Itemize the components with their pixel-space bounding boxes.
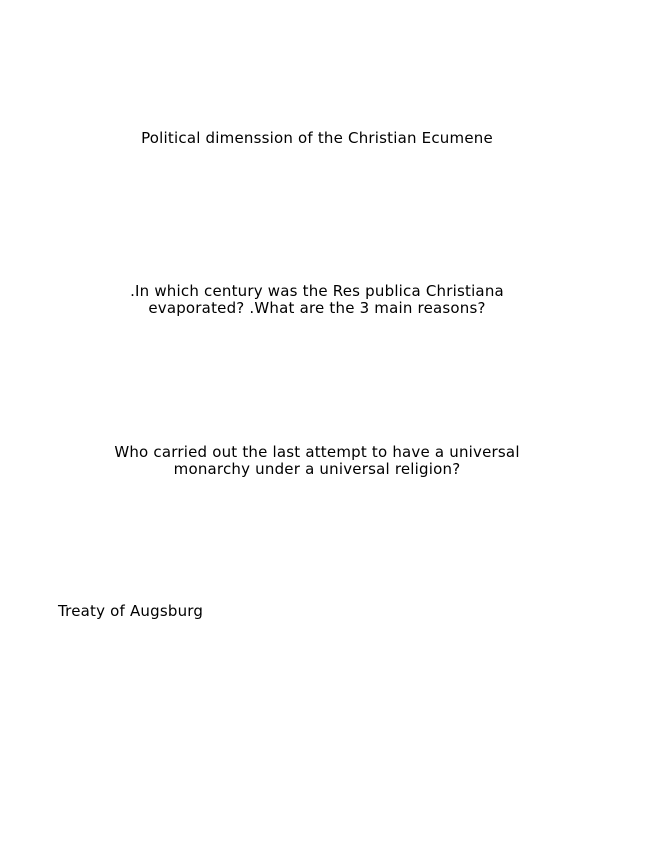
question-2-line-1: Who carried out the last attempt to have a universal (114, 443, 520, 461)
page-title: Political dimenssion of the Christian Ecumene (141, 129, 493, 147)
question-1-line-1: .In which century was the Res publica Christiana (130, 282, 504, 300)
question-1-line-2: evaporated? .What are the 3 main reasons? (148, 299, 486, 317)
question-2-line-2: monarchy under a universal religion? (173, 460, 461, 478)
treaty-note: Treaty of Augsburg (58, 602, 204, 620)
